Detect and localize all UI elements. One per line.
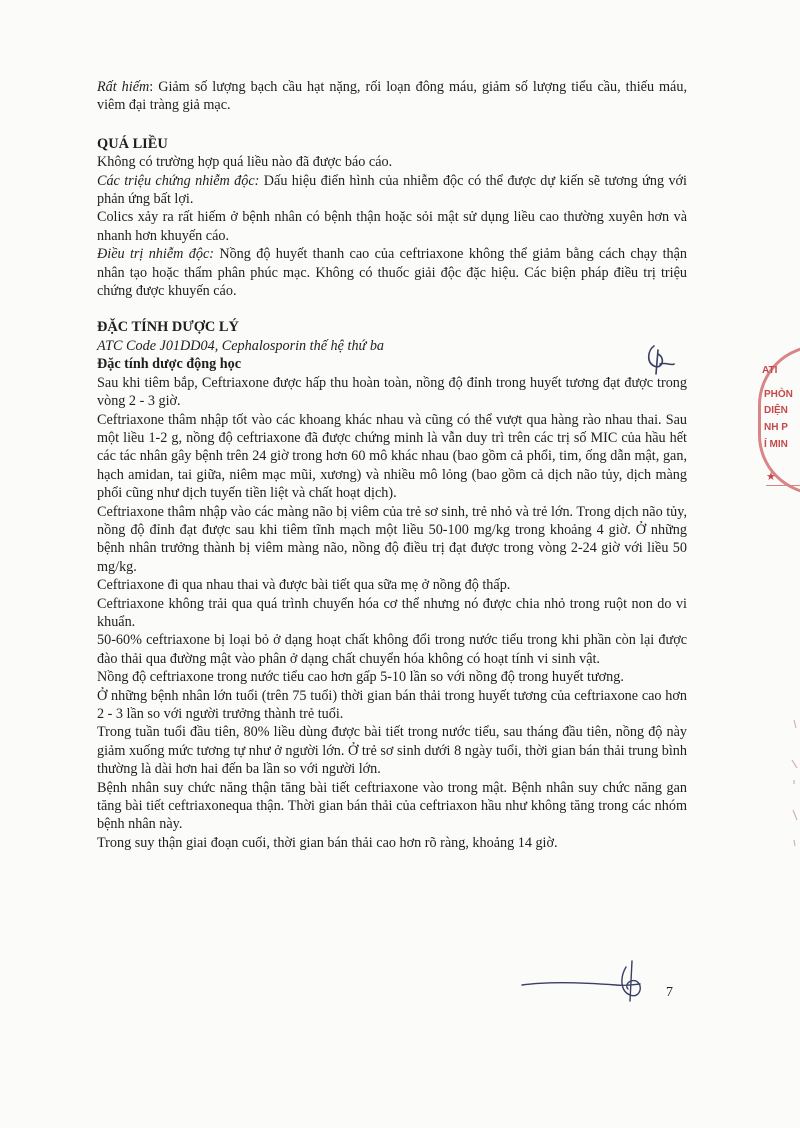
pk-paragraph: Trong suy thận giai đoạn cuối, thời gian bán thải cao hơn rõ ràng, khoảng 14 giờ. [97,834,558,851]
pk-paragraph: 50-60% ceftriaxone bị loại bỏ ở dạng hoạt chất không đổi trong nước tiểu trong khi phần còn lại được đào thải qua đường mật vào phân ở dạng chất chuyển hóa không có hoạt tính vi sinh vật. [97,632,687,667]
page-number: 7 [666,985,673,1000]
stamp-star-icon: ★ [766,471,776,483]
stamp-rule [766,485,800,486]
treatment-text: Nồng độ huyết thanh cao của ceftriaxone không thể giảm bằng cách chạy thận nhân tạo hoặc thẩm phân phúc mạc. Không có thuốc giải độc đặc hiệu. Các biện pháp điều trị triệu chứng được khuyến cáo. [97,246,687,300]
initials-mark [640,340,680,380]
overdose-heading: QUÁ LIỀU [97,135,168,152]
pharmacokinetics-subheading: Đặc tính dược động học [97,356,242,373]
official-stamp [752,345,800,495]
pk-paragraph: Sau khi tiêm bắp, Ceftriaxone được hấp thu hoàn toàn, nồng độ đỉnh trong huyết tương đạt được trong vòng 2 - 3 giờ. [97,374,687,410]
edge-mark [788,720,800,860]
pk-paragraph: Ceftriaxone thâm nhập vào các màng não bị viêm của trẻ sơ sinh, trẻ nhỏ và trẻ lớn. Trong dịch não tủy, nồng độ đỉnh đạt được sau khi tiêm tĩnh mạch một liều 50-100 mg/kg trong khoảng 4 giờ. Ở những bệnh nhân trưởng thành bị viêm màng não, nồng độ điều trị đạt được trong vòng 2-24 giờ với liều 50 mg/kg. [97,503,687,575]
rare-label: Rất hiếm [97,79,150,95]
symptoms-label: Các triệu chứng nhiễm độc: [97,172,260,189]
treatment-label: Điều trị nhiễm độc: [97,246,214,263]
pk-paragraph: Ceftriaxone đi qua nhau thai và được bài tiết qua sữa mẹ ở nồng độ thấp. [97,577,511,594]
pk-paragraph: Trong tuần tuổi đầu tiên, 80% liều dùng được bài tiết trong nước tiểu, sau tháng đầu tiên, nồng độ này giảm xuống mức tương tự như ở người lớn. Ở trẻ sơ sinh dưới 8 ngày tuổi, thời gian bán thải trung bình thường là dài hơn hai đến ba lần so với người lớn. [97,724,687,778]
stamp-text: ATI [762,365,778,376]
atc-code: ATC Code J01DD04, Cephalosporin thế hệ thứ ba [97,337,385,354]
pk-paragraph: Ở những bệnh nhân lớn tuổi (trên 75 tuổi) thời gian bán thải trong huyết tương của ceftriaxone cao hơn 2 - 3 lần so với người trưởng thành trẻ tuổi. [97,687,687,722]
rare-text: : Giảm số lượng bạch cầu hạt nặng, rối loạn đông máu, giảm số lượng tiểu cầu, thiếu máu, viêm đại tràng giả mạc. [97,79,687,114]
pk-paragraph: Ceftriaxone thâm nhập tốt vào các khoang khác nhau và cũng có thể vượt qua hàng rào nhau thai. Sau một liều 1-2 g, nồng độ ceftriaxone đã được chứng minh là vẫn duy trì trên các trị số MIC của hầu hết các tác nhân gây bệnh trên 24 giờ trong hơn 60 mô khác nhau (bao gồm cả phổi, tim, ống dẫn mật, gan, hạch amidan, tai giữa, niêm mạc mũi, xương) và nhiều mô lỏng (bao gồm cả dịch não tủy, dịch màng phổi cũng như dịch tuyến tiền liệt và chất hoạt dịch). [97,411,687,502]
overdose-line: Không có trường hợp quá liều nào đã được báo cáo. [97,154,393,171]
signature [520,955,670,1005]
overdose-symptoms [97,172,687,209]
stamp-text: DIỆN [764,405,788,416]
pk-paragraph: Nồng độ ceftriaxone trong nước tiểu cao hơn gấp 5-10 lần so với nồng độ trong huyết tương. [97,669,624,686]
pk-paragraph: Ceftriaxone không trải qua quá trình chuyển hóa cơ thể nhưng nó được chia nhỏ trong ruột non do vi khuẩn. [97,595,687,630]
overdose-treatment [97,245,687,300]
page-content [97,78,687,852]
overdose-colics: Colics xảy ra rất hiếm ở bệnh nhân có bệnh thận hoặc sỏi mật sử dụng liều cao thường xuyên hơn và nhanh hơn khuyến cáo. [97,209,687,244]
pk-paragraph: Bệnh nhân suy chức năng thận tăng bài tiết ceftriaxone vào trong mật. Bệnh nhân suy chức năng gan tăng bài tiết ceftriaxonequa thận. Thời gian bán thải của ceftriaxon hầu như không tăng trong các nhóm bệnh nhân này. [97,779,687,833]
pharmacology-heading: ĐẶC TÍNH DƯỢC LÝ [97,319,239,336]
rare-effects-paragraph [97,78,687,115]
stamp-text: NH P [764,422,788,433]
symptoms-text: Dấu hiệu điển hình của nhiễm độc có thể được dự kiến sẽ tương ứng với phản ứng bất lợi. [97,172,687,208]
stamp-text: Í MIN [764,439,788,450]
stamp-text: PHÒN [764,389,793,400]
